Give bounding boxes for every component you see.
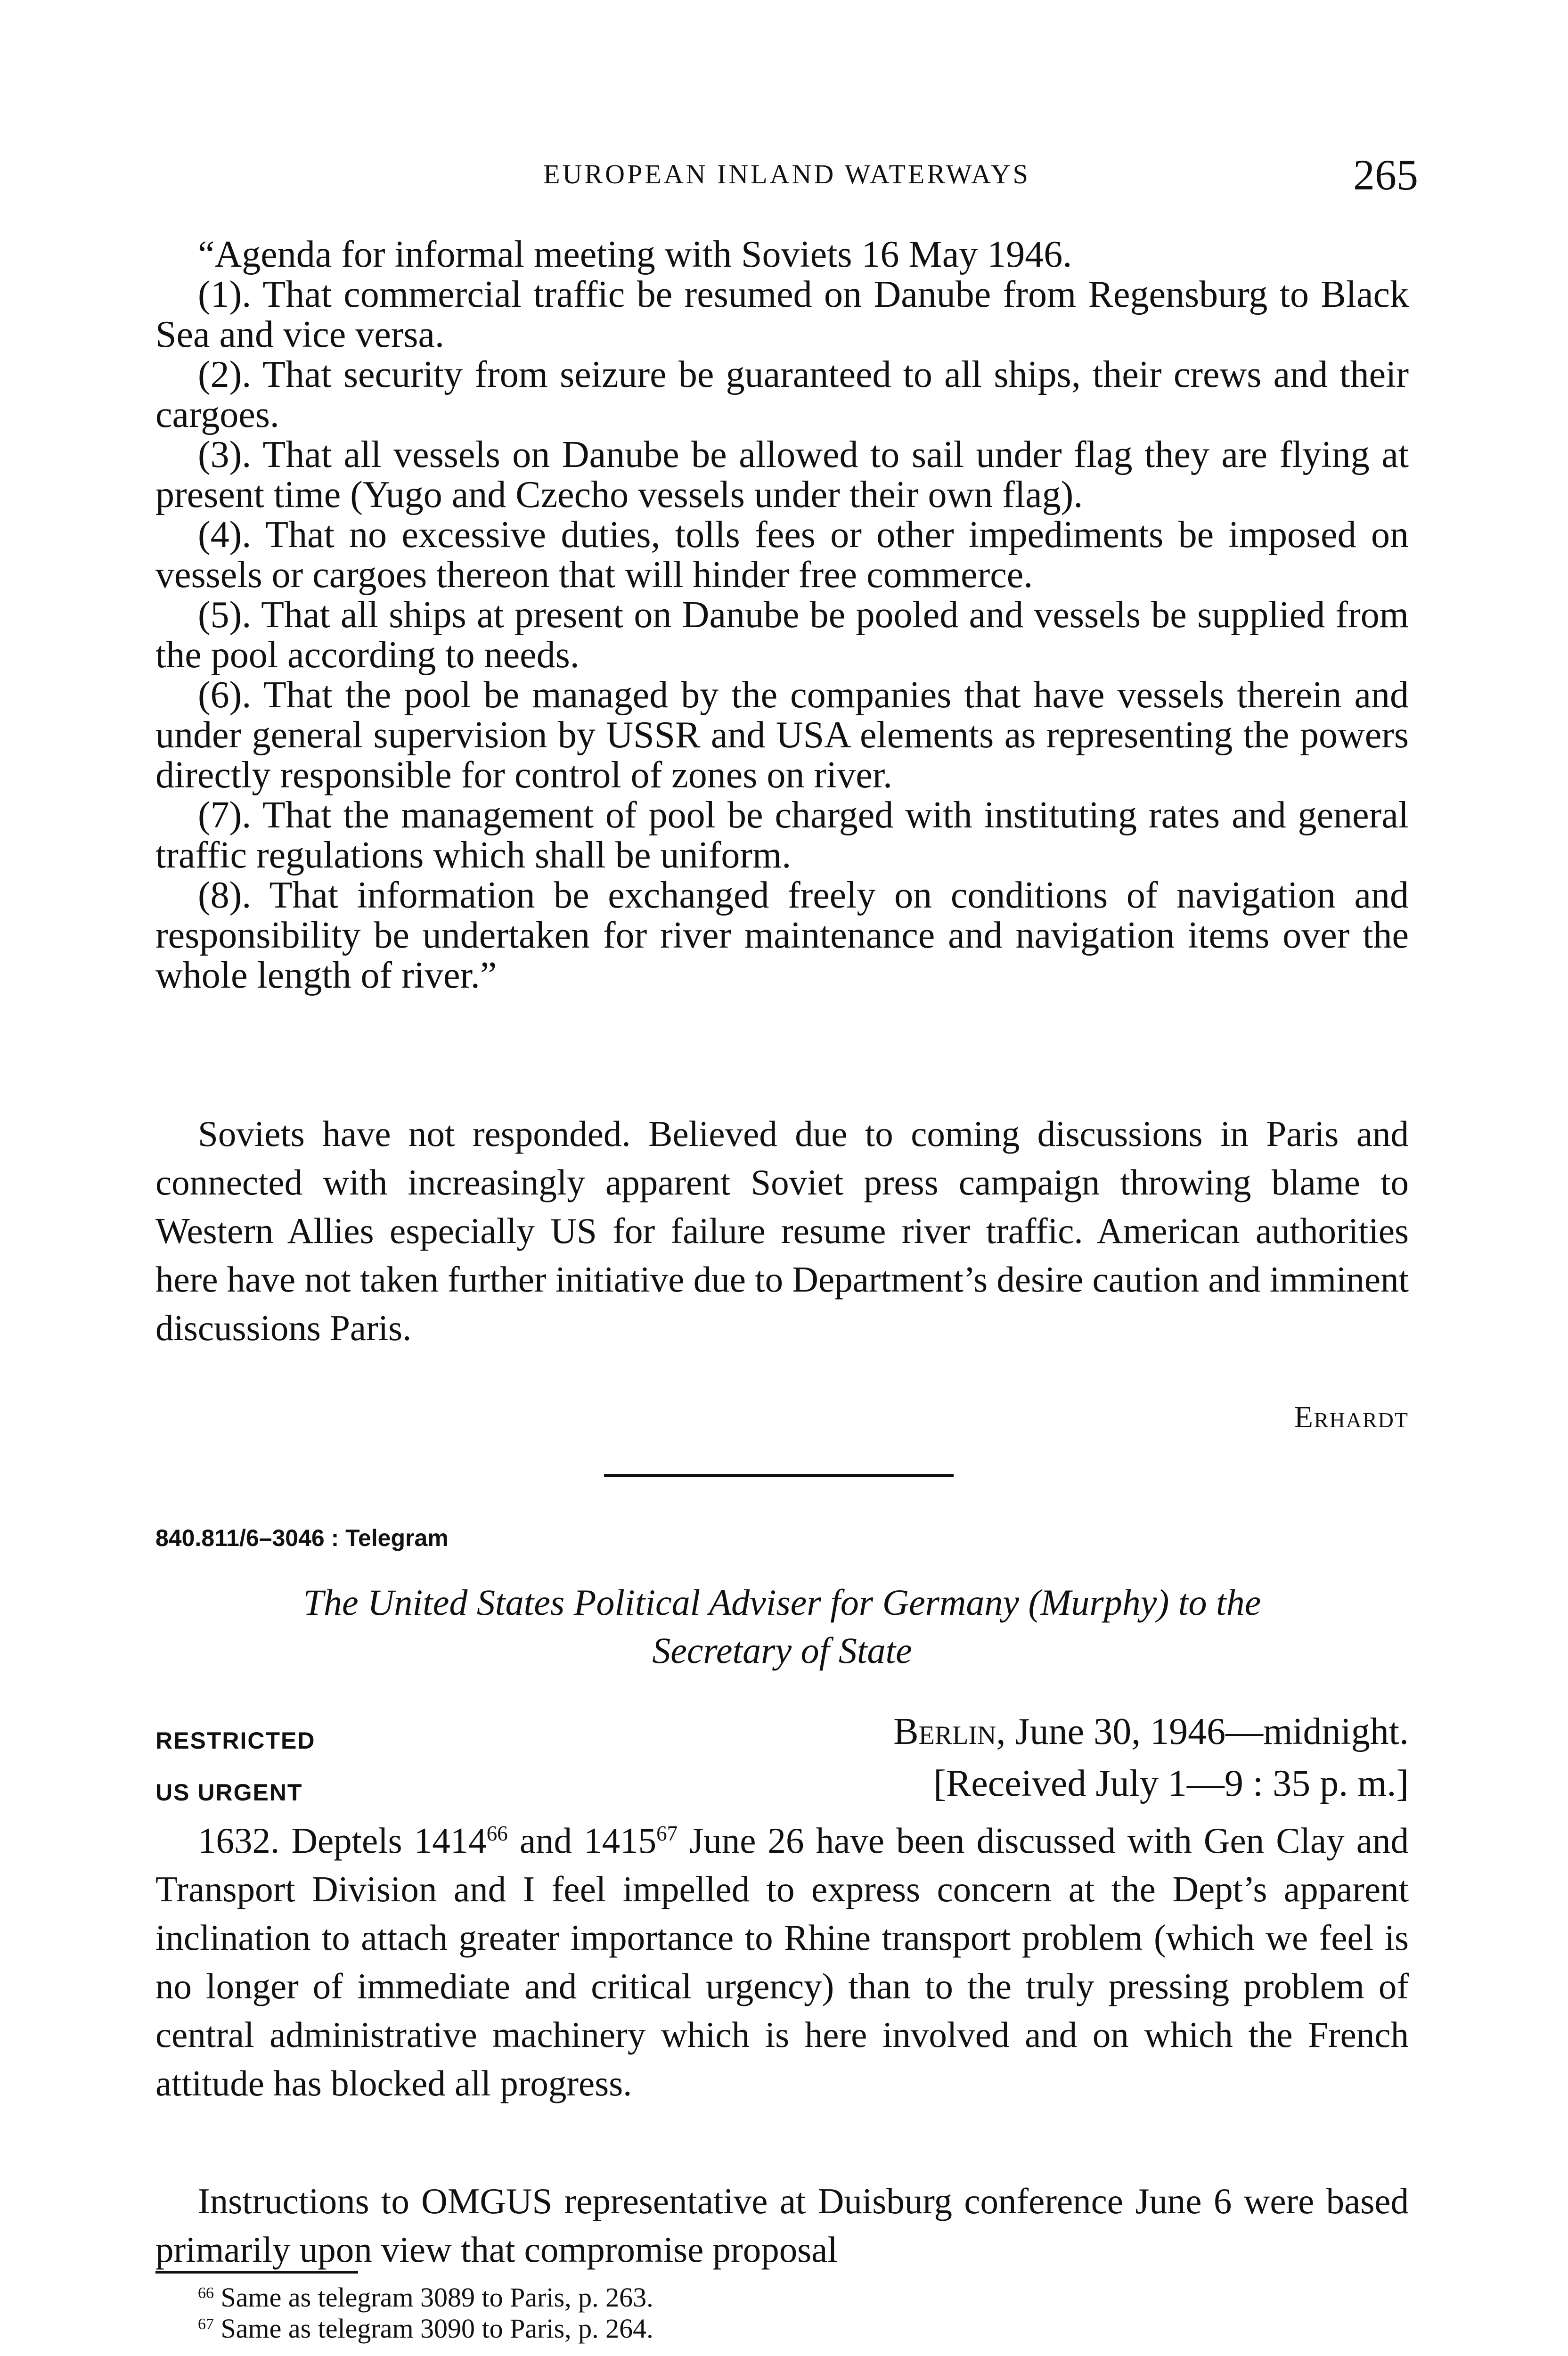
- agenda-item-3: (3). That all vessels on Danube be allowed to sail under flag they are flying at present time (Yugo and Czecho vessels under their own flag).: [155, 434, 1409, 515]
- footnote-ref-66: 66: [486, 1822, 508, 1845]
- telegram-paragraph-2: Instructions to OMGUS representative at Duisburg conference June 6 were based primarily upon view that compromise proposal: [155, 2181, 1409, 2270]
- dateline-date: , June 30, 1946—midnight.: [996, 1711, 1409, 1752]
- document-title: [155, 1579, 1409, 1675]
- footnote-ref-67: 67: [656, 1822, 678, 1845]
- agenda-item-8: (8). That information be exchanged freely on conditions of navigation and responsibility be undertaken for river maintenance and navigation items over the whole length of river.”: [155, 875, 1409, 996]
- agenda-item-5: (5). That all ships at present on Danube be pooled and vessels be supplied from the pool according to needs.: [155, 594, 1409, 676]
- received-line: [Received July 1—9 : 35 p. m.]: [933, 1763, 1409, 1804]
- file-number: 840.811/6–3046 : Telegram: [155, 1525, 449, 1551]
- running-title: EUROPEAN INLAND WATERWAYS: [543, 159, 1030, 189]
- signature: Erhardt: [1294, 1400, 1409, 1434]
- document-title-line-2: Secretary of State: [652, 1630, 912, 1671]
- footnote-mark: 67: [198, 2315, 214, 2333]
- footnote-text: Same as telegram 3089 to Paris, p. 263.: [214, 2282, 653, 2313]
- page-number: 265: [1353, 151, 1418, 199]
- dateline-place: Berlin: [893, 1711, 996, 1752]
- telegram-text: and 1415: [507, 1820, 657, 1861]
- page-header: [155, 150, 1418, 202]
- classification-restricted: RESTRICTED: [155, 1727, 316, 1754]
- agenda-heading: “Agenda for informal meeting with Soviets 16 May 1946.: [198, 234, 1072, 275]
- agenda-item-7: (7). That the management of pool be charged with instituting rates and general traffic regulations which shall be uniform.: [155, 794, 1409, 876]
- agenda-quote: [155, 235, 1409, 996]
- telegram-text: June 26 have been discussed with Gen Clay and Transport Division and I feel impelled to express concern at the Dept’s apparent inclination to attach greater importance to Rhine transport problem (which we feel is no longer of immediate and critical urgency) than to the truly pressing problem of central administrative machinery which is here involved and on which the French attitude has blocked all progress.: [155, 1820, 1409, 2103]
- agenda-item-2: (2). That security from seizure be guaranteed to all ships, their crews and their cargoes.: [155, 354, 1409, 435]
- section-divider: [604, 1474, 954, 1477]
- footnote-mark: 66: [198, 2284, 214, 2302]
- agenda-item-4: (4). That no excessive duties, tolls fees or other impediments be imposed on vessels or cargoes thereon that will hinder free commerce.: [155, 514, 1409, 596]
- agenda-item-6: (6). That the pool be managed by the companies that have vessels therein and under general supervision by USSR and USA elements as representing the powers directly responsible for control of zones on river.: [155, 674, 1409, 796]
- telegram-paragraph-1: [155, 1816, 1409, 2108]
- footnote-text: Same as telegram 3090 to Paris, p. 264.: [214, 2313, 653, 2344]
- dateline: [893, 1710, 1409, 1753]
- footnote-divider: [155, 2271, 358, 2274]
- footnote-67: [155, 2313, 653, 2344]
- footnotes: [155, 2282, 653, 2344]
- soviets-paragraph: Soviets have not responded. Believed due to coming discussions in Paris and connected with increasingly apparent Soviet press campaign throwing blame to Western Allies especially US for failure resume river traffic. American authorities here have not taken further initiative due to Department’s desire caution and imminent discussions Paris.: [155, 1113, 1409, 1348]
- telegram-text: 1632. Deptels 1414: [198, 1820, 487, 1861]
- footnote-66: [155, 2282, 653, 2313]
- document-title-line-1: The United States Political Adviser for Germany (Murphy) to the: [303, 1582, 1261, 1623]
- agenda-item-1: (1). That commercial traffic be resumed on Danube from Regensburg to Black Sea and vice versa.: [155, 274, 1409, 355]
- classification-urgent: US URGENT: [155, 1779, 303, 1806]
